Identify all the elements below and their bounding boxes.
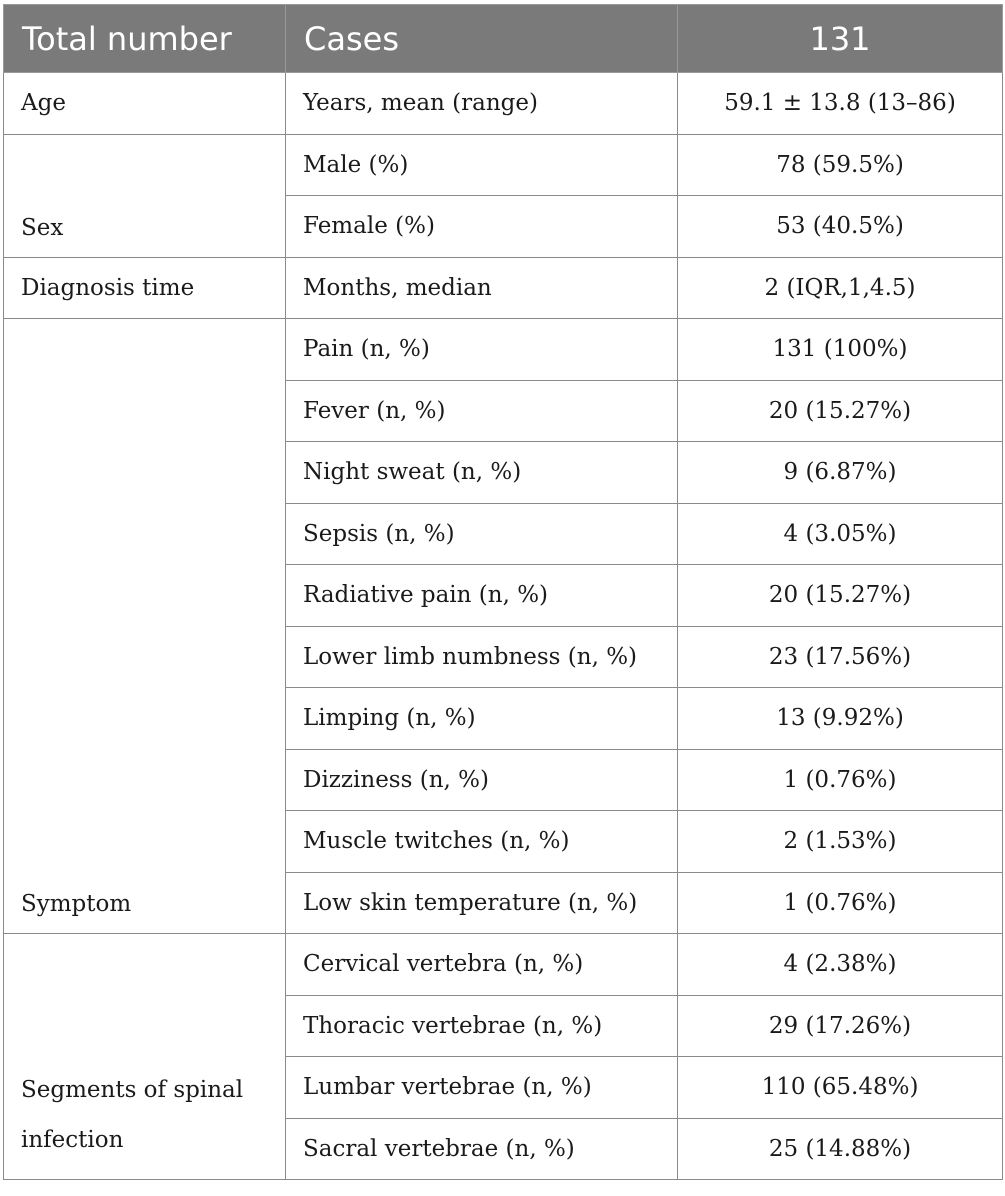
row-label: Limping (n, %)	[286, 688, 678, 750]
header-total-number: Total number	[4, 5, 286, 73]
row-value: 110 (65.48%)	[678, 1057, 1003, 1119]
row-label: Radiative pain (n, %)	[286, 565, 678, 627]
row-value: 59.1 ± 13.8 (13–86)	[678, 73, 1003, 135]
row-value: 9 (6.87%)	[678, 442, 1003, 504]
table-row	[4, 134, 1003, 196]
row-value: 29 (17.26%)	[678, 995, 1003, 1057]
clinical-characteristics-table	[3, 4, 1003, 1180]
row-label: Male (%)	[286, 134, 678, 196]
row-value: 20 (15.27%)	[678, 565, 1003, 627]
row-label: Sepsis (n, %)	[286, 503, 678, 565]
row-value: 25 (14.88%)	[678, 1118, 1003, 1180]
header-cases: Cases	[286, 5, 678, 73]
group-label-symptom: Symptom	[4, 319, 286, 934]
row-value: 53 (40.5%)	[678, 196, 1003, 258]
row-label: Dizziness (n, %)	[286, 749, 678, 811]
group-label-segments: Segments of spinal infection	[4, 934, 286, 1180]
row-label: Thoracic vertebrae (n, %)	[286, 995, 678, 1057]
row-label: Cervical vertebra (n, %)	[286, 934, 678, 996]
row-value: 78 (59.5%)	[678, 134, 1003, 196]
row-value: 1 (0.76%)	[678, 872, 1003, 934]
table-row	[4, 257, 1003, 319]
row-value: 23 (17.56%)	[678, 626, 1003, 688]
row-value: 4 (2.38%)	[678, 934, 1003, 996]
table-header-row	[4, 5, 1003, 73]
row-value: 2 (IQR,1,4.5)	[678, 257, 1003, 319]
header-total-count: 131	[678, 5, 1003, 73]
row-label: Lumbar vertebrae (n, %)	[286, 1057, 678, 1119]
row-value: 13 (9.92%)	[678, 688, 1003, 750]
row-value: 2 (1.53%)	[678, 811, 1003, 873]
row-label: Night sweat (n, %)	[286, 442, 678, 504]
row-label: Fever (n, %)	[286, 380, 678, 442]
row-value: 20 (15.27%)	[678, 380, 1003, 442]
row-value: 131 (100%)	[678, 319, 1003, 381]
row-label: Lower limb numbness (n, %)	[286, 626, 678, 688]
table-row	[4, 319, 1003, 381]
group-label-sex: Sex	[4, 134, 286, 257]
table-row	[4, 73, 1003, 135]
row-value: 1 (0.76%)	[678, 749, 1003, 811]
row-label: Sacral vertebrae (n, %)	[286, 1118, 678, 1180]
row-label: Female (%)	[286, 196, 678, 258]
row-label: Pain (n, %)	[286, 319, 678, 381]
row-label: Low skin temperature (n, %)	[286, 872, 678, 934]
group-label-diagnosis-time: Diagnosis time	[4, 257, 286, 319]
table-row	[4, 934, 1003, 996]
group-label-age: Age	[4, 73, 286, 135]
row-label: Muscle twitches (n, %)	[286, 811, 678, 873]
row-label: Years, mean (range)	[286, 73, 678, 135]
row-label: Months, median	[286, 257, 678, 319]
row-value: 4 (3.05%)	[678, 503, 1003, 565]
